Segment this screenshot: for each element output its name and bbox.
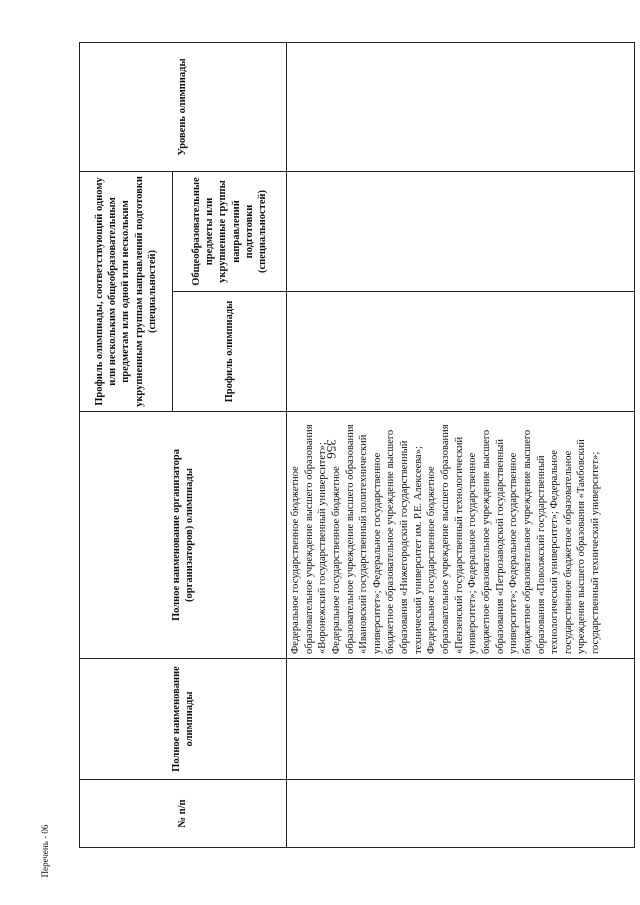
cell-profile xyxy=(287,292,635,412)
cell-organizer: Федеральное государственное бюджетное образовательное учреждение высшего образования «Воронежский государственный университет»; Федеральное государственное бюджетное образовательное учреждение высшего образования «Ивановский государственный политехнический университет»; Федеральное государственное бюджетное образовательное учреждение высшего образования «Нижегородский государственный технический университет им. Р.Е. Алексеева»; Федеральное государственное бюджетное образовательное учреждение высшего образования «Пензенский государственный технологический университет»; Федеральное государственное бюджетное образовательное учреждение высшего образования «Петрозаводский государственный университет»; Федеральное государственное бюджетное образовательное учреждение высшего образования «Поволжский государственный технологический университет»; Федеральное государственное бюджетное образовательное учреждение высшего образования «Тамбовский государственный технический университет»; xyxy=(287,412,635,659)
header-organizer: Полное наименование организатора (организаторов) олимпиады xyxy=(80,412,287,659)
header-subjects: Общеобразовательные предметы или укрупненные группы направлений подготовки (специальностей) xyxy=(173,172,287,292)
header-profile-group: Профиль олимпиады, соответствующий одному или нескольким общеобразовательным предметам или одной или нескольким укрупненным группам направлений подготовки (специальностей) xyxy=(80,172,173,412)
header-num: № п/п xyxy=(80,780,287,848)
header-name: Полное наименование олимпиады xyxy=(80,659,287,780)
header-level: Уровень олимпиады xyxy=(80,43,287,172)
olympiad-table xyxy=(79,42,635,848)
cell-name xyxy=(287,659,635,780)
cell-level xyxy=(287,43,635,172)
cell-num xyxy=(287,780,635,848)
rotated-table xyxy=(79,43,635,848)
olympiad-table-wrapper xyxy=(79,43,635,848)
page-number: 356 xyxy=(324,439,339,459)
footer-note: Перечень - 06 xyxy=(40,824,50,878)
cell-subjects xyxy=(287,172,635,292)
header-profile: Профиль олимпиады xyxy=(173,292,287,412)
